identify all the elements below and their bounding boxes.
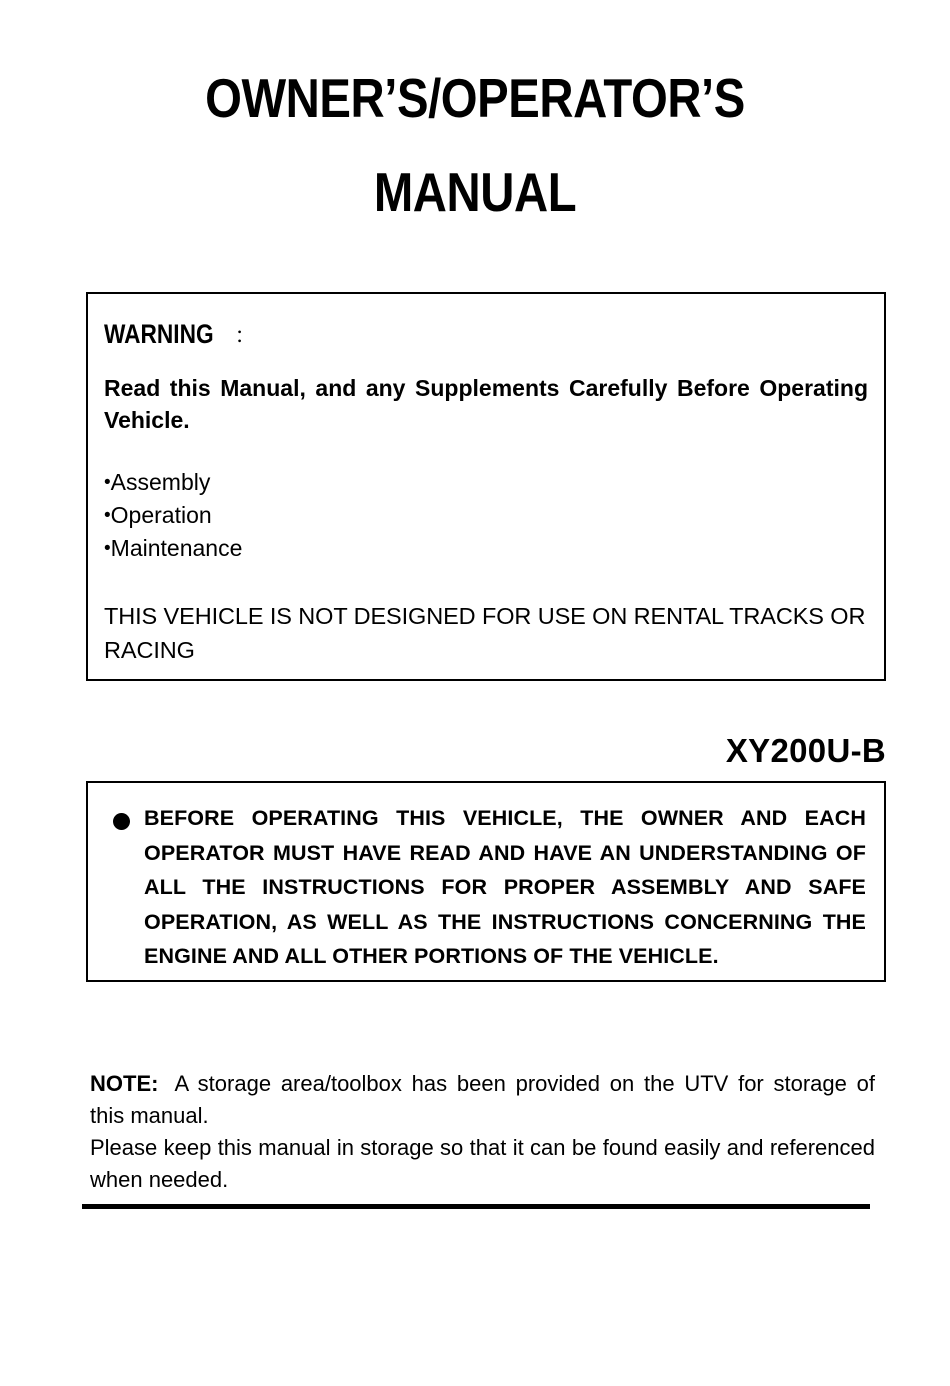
operating-requirement-paragraph: BEFORE OPERATING THIS VEHICLE, THE OWNER AND EACH OPERATOR MUST HAVE READ AND HAVE AN UNDERSTANDING OF ALL THE INSTRUCTIONS FOR PROPER ASSEMBLY AND SAFE OPERATION, AS WELL AS THE INSTRUCTIONS CONCERNING THE ENGINE AND ALL OTHER PORTIONS OF THE VEHICLE. xyxy=(144,806,866,968)
title-line-owners-operators: OWNER’S/OPERATOR’S xyxy=(205,67,745,129)
note-first-paragraph xyxy=(90,1068,875,1132)
bullet-marker-icon: • xyxy=(104,505,111,526)
warning-box xyxy=(86,292,886,681)
warning-notice-text: THIS VEHICLE IS NOT DESIGNED FOR USE ON RENTAL TRACKS OR RACING xyxy=(104,603,866,663)
warning-heading-colon: ： xyxy=(234,323,257,348)
note-label: NOTE: xyxy=(90,1071,159,1096)
bullet-marker-icon: • xyxy=(104,538,111,559)
list-item xyxy=(104,466,868,499)
operating-requirement-row xyxy=(106,801,866,974)
model-number: XY200U-B xyxy=(725,732,886,769)
bottom-divider xyxy=(82,1204,870,1209)
list-item-label: Operation xyxy=(110,502,212,528)
list-item-label: Assembly xyxy=(110,469,211,495)
filled-circle-bullet-icon xyxy=(106,801,144,830)
bullet-marker-icon: • xyxy=(104,472,111,493)
warning-heading-label: WARNING xyxy=(104,319,214,349)
warning-heading xyxy=(104,318,868,352)
list-item-label: Maintenance xyxy=(110,535,243,561)
list-item xyxy=(104,532,868,565)
warning-lead-paragraph: Read this Manual, and any Supplements Carefully Before Operating Vehicle. xyxy=(104,375,868,433)
warning-bullet-list xyxy=(104,466,868,565)
list-item xyxy=(104,499,868,532)
title-line-manual: MANUAL xyxy=(373,161,577,223)
note-second-paragraph: Please keep this manual in storage so that it can be found easily and referenced when needed. xyxy=(90,1135,875,1192)
operating-requirement-box xyxy=(86,781,886,982)
page-title xyxy=(0,62,950,228)
note-first-text: A storage area/toolbox has been provided on the UTV for storage of this manual. xyxy=(90,1071,875,1128)
note-block xyxy=(90,1068,875,1196)
